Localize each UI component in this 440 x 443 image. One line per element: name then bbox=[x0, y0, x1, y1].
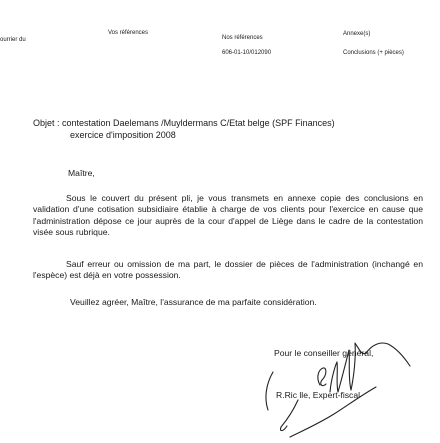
signature-name: R.Ric lle, Expert-fiscal bbox=[276, 390, 361, 400]
salutation: Maître, bbox=[68, 168, 95, 178]
signature-title: Pour le conseiller général, bbox=[274, 348, 374, 358]
annexes-label: Annexe(s) bbox=[343, 31, 371, 37]
annexes-value: Conclusions (+ pièces) bbox=[343, 50, 404, 56]
subject-line-1: Objet : contestation Daelemans /Muyldermans C/Etat belge (SPF Finances) bbox=[33, 118, 335, 128]
courrier-label: ourrier du bbox=[0, 37, 26, 43]
paragraph-2-text: Sauf erreur ou omission de ma part, le dossier de pièces de l'administration (inchangé en l'espèce) est déjà en votre possession. bbox=[33, 259, 423, 281]
subject-line-2: exercice d'imposition 2008 bbox=[70, 130, 176, 140]
paragraph-1-text: Sous le couvert du présent pli, je vous transmets en annexe copie des conclusions en validation d'une cotisation subsidiaire établie à charge de vos clients pour l'exercice en cause que l'administration dépose ce jour auprès de la cour d'appel de Liège dans le cadre de la contestation visée sous rubrique. bbox=[33, 193, 423, 238]
closing-formula: Veuillez agréer, Maître, l'assurance de ma parfaite considération. bbox=[70, 297, 317, 307]
nos-references-value: 606-01-10/012090 bbox=[222, 50, 272, 56]
nos-references-label: Nos références bbox=[222, 35, 263, 41]
vos-references-label: Vos références bbox=[108, 30, 149, 36]
